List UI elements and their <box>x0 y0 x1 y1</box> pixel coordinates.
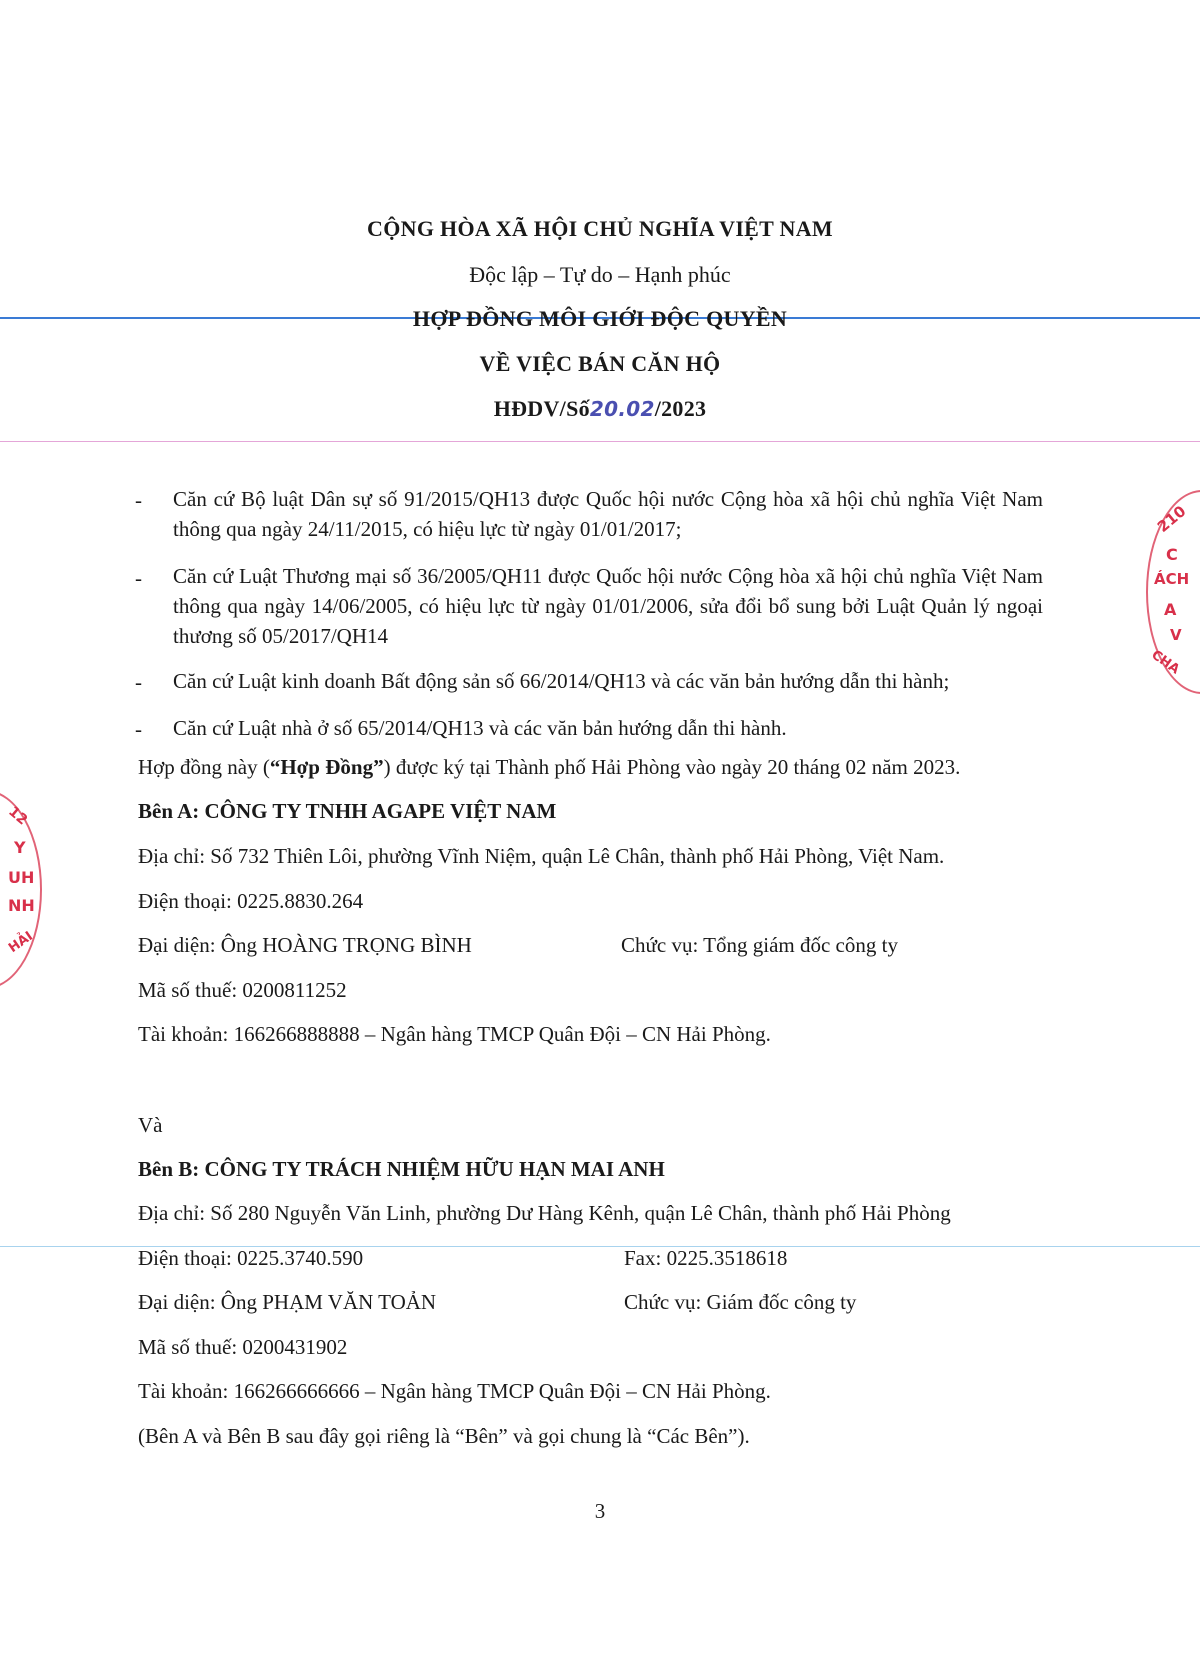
seal-text: 12 <box>5 803 31 829</box>
legal-basis-item: Căn cứ Luật kinh doanh Bất động sản số 66/2014/QH13 và các văn bản hướng dẫn thi hành; <box>173 669 950 693</box>
intro-defined-term: “Hợp Đồng” <box>269 755 384 779</box>
party-b-tax-code: Mã số thuế: 0200431902 <box>138 1335 348 1359</box>
contract-intro <box>138 752 1058 782</box>
page-number: 3 <box>594 1499 606 1523</box>
contract-number-handwritten: 20.02 <box>589 397 655 421</box>
closing-note: (Bên A và Bên B sau đây gọi riêng là “Bên” và gọi chung là “Các Bên”). <box>138 1424 750 1448</box>
contract-number-prefix: HĐDV/Số <box>493 396 590 421</box>
bullet-mark: - <box>135 566 142 590</box>
and-word: Và <box>138 1113 163 1137</box>
legal-basis-item: Căn cứ Luật Thương mại số 36/2005/QH11 được Quốc hội nước Cộng hòa xã hội chủ nghĩa Việt Nam thông qua ngày 14/06/2005, có hiệu lực từ ngày 01/01/2006, sửa đổi bổ sung bởi Luật Quản lý ngoại thương số 05/2017/QH14 <box>173 564 1043 648</box>
seal-text: C <box>1166 545 1178 564</box>
seal-text: UH <box>8 868 35 887</box>
contract-number <box>0 396 1200 422</box>
intro-after: ) được ký tại Thành phố Hải Phòng vào ngày 20 tháng 02 năm 2023. <box>383 755 961 779</box>
bullet-mark: - <box>135 717 142 741</box>
party-a-account: Tài khoản: 166266888888 – Ngân hàng TMCP Quân Đội – CN Hải Phòng. <box>138 1022 771 1046</box>
nation-title: CỘNG HÒA XÃ HỘI CHỦ NGHĨA VIỆT NAM <box>367 216 833 241</box>
intro-before: Hợp đồng này ( <box>138 755 270 779</box>
party-b-fax: Fax: 0225.3518618 <box>624 1246 788 1270</box>
party-a-position: Chức vụ: Tổng giám đốc công ty <box>621 933 898 957</box>
party-a-address: Địa chỉ: Số 732 Thiên Lôi, phường Vĩnh Niệm, quận Lê Chân, thành phố Hải Phòng, Việt Nam. <box>138 844 945 868</box>
party-a-representative: Đại diện: Ông HOÀNG TRỌNG BÌNH <box>138 933 472 957</box>
party-b-address: Địa chỉ: Số 280 Nguyễn Văn Linh, phường Dư Hàng Kênh, quận Lê Chân, thành phố Hải Phòng <box>138 1201 951 1225</box>
party-b-heading: Bên B: CÔNG TY TRÁCH NHIỆM HỮU HẠN MAI ANH <box>138 1157 665 1181</box>
party-a-heading: Bên A: CÔNG TY TNHH AGAPE VIỆT NAM <box>138 799 557 823</box>
party-b-representative: Đại diện: Ông PHẠM VĂN TOẢN <box>138 1290 437 1314</box>
seal-text: HẢI <box>6 928 36 957</box>
seal-text: V <box>1170 626 1182 644</box>
party-b-phone: Điện thoại: 0225.3740.590 <box>138 1246 364 1270</box>
legal-basis-item: Căn cứ Luật nhà ở số 65/2014/QH13 và các văn bản hướng dẫn thi hành. <box>173 716 787 740</box>
national-motto: Độc lập – Tự do – Hạnh phúc <box>469 262 731 287</box>
seal-fragment-right <box>1140 490 1200 700</box>
seal-text: CHA <box>1148 647 1183 678</box>
party-a-phone: Điện thoại: 0225.8830.264 <box>138 889 364 913</box>
seal-text: ÁCH <box>1154 570 1190 588</box>
seal-text: A <box>1164 600 1177 619</box>
seal-fragment-left <box>0 790 50 990</box>
contract-number-suffix: /2023 <box>654 396 707 421</box>
party-b-position: Chức vụ: Giám đốc công ty <box>624 1290 857 1314</box>
party-b-account: Tài khoản: 166266666666 – Ngân hàng TMCP Quân Đội – CN Hải Phòng. <box>138 1379 771 1403</box>
contract-title: HỢP ĐỒNG MÔI GIỚI ĐỘC QUYỀN <box>412 306 788 331</box>
seal-text: NH <box>8 896 35 915</box>
legal-basis-item: Căn cứ Bộ luật Dân sự số 91/2015/QH13 được Quốc hội nước Cộng hòa xã hội chủ nghĩa Việt Nam thông qua ngày 24/11/2015, có hiệu lực từ ngày 01/01/2017; <box>173 487 1043 541</box>
bullet-mark: - <box>135 488 142 512</box>
scan-line-pink <box>0 441 1200 442</box>
bullet-mark: - <box>135 670 142 694</box>
seal-text: Y <box>14 838 26 857</box>
party-a-tax-code: Mã số thuế: 0200811252 <box>138 978 347 1002</box>
contract-subtitle: VỀ VIỆC BÁN CĂN HỘ <box>479 351 721 376</box>
seal-text: 210 <box>1153 502 1190 536</box>
